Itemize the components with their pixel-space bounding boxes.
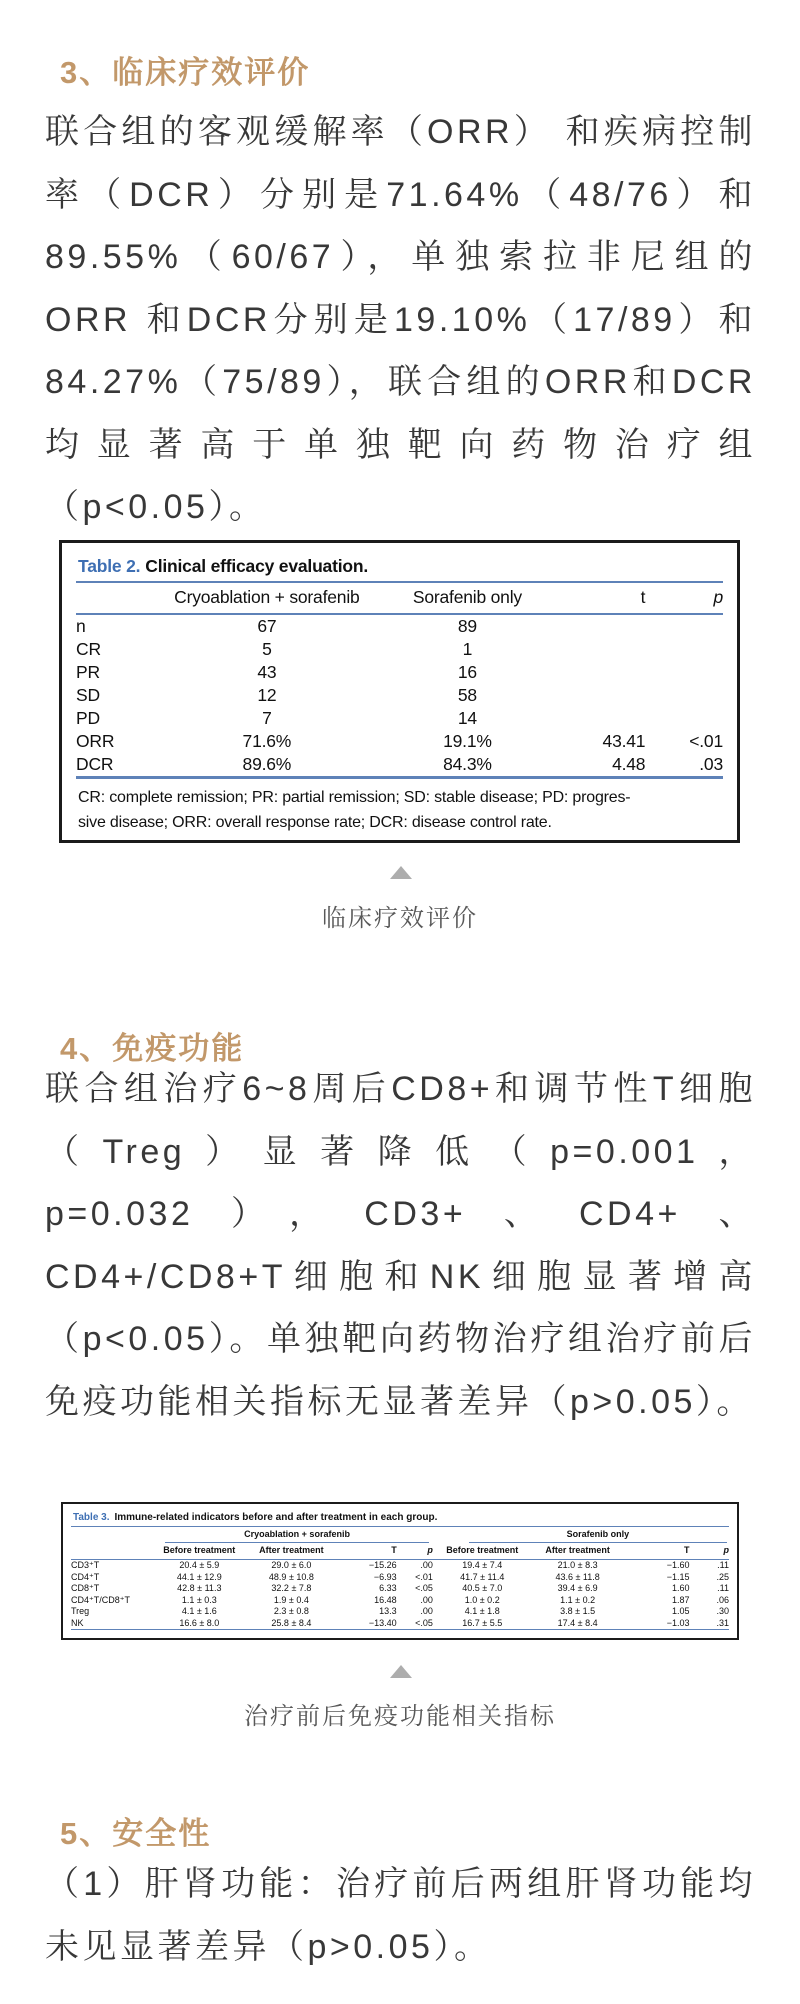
table2-label: Table 2. — [78, 556, 141, 576]
table-row: n 67 89 — [76, 615, 477, 636]
table-row: CD4⁺T 44.1 ± 12.9 48.9 ± 10.8 −6.93 <.01 41.7 ± 11.4 43.6 ± 11.8 −1.15 .25 — [71, 1571, 729, 1582]
table-row: CD4⁺T/CD8⁺T 1.1 ± 0.3 1.9 ± 0.4 16.48 .00 1.0 ± 0.2 1.1 ± 0.2 1.87 .06 — [71, 1594, 729, 1605]
triangle-up-icon — [390, 1665, 412, 1678]
table-row: CR 5 1 — [76, 638, 473, 659]
table-row: DCR 89.6% 84.3% 4.48 .03 — [76, 753, 723, 778]
table2-title — [78, 556, 723, 577]
table2-figure — [59, 540, 740, 843]
table3-title-text: Immune-related indicators before and after treatment in each group. — [114, 1512, 438, 1523]
table2-footnote-line2: sive disease; ORR: overall response rate; DCR: disease control rate. — [78, 814, 552, 831]
table-row: PR 43 16 — [76, 661, 477, 682]
figure1-caption: 临床疗效评价 — [322, 905, 478, 932]
section-3-heading: 3、临床疗效评价 — [60, 55, 311, 90]
table-row: PD 7 14 — [76, 707, 477, 728]
figure2-caption: 治疗前后免疫功能相关指标 — [244, 1703, 556, 1730]
table-row: ORR 71.6% 19.1% 43.41 <.01 — [76, 730, 723, 751]
section-5-paragraph: （1）肝肾功能：治疗前后两组肝肾功能均未见显著差异（p>0.05）。 — [45, 1865, 756, 1966]
table-row: NK 16.6 ± 8.0 25.8 ± 8.4 −13.40 <.05 16.7 ± 5.5 17.4 ± 8.4 −1.03 .31 — [71, 1617, 729, 1628]
table-row: Treg 4.1 ± 1.6 2.3 ± 0.8 13.3 .00 4.1 ± 1.8 3.8 ± 1.5 1.05 .30 — [71, 1606, 729, 1617]
section-5-heading: 5、安全性 — [60, 1816, 212, 1851]
table2 — [76, 581, 723, 779]
table2-footnote — [78, 785, 721, 835]
table-row: CD3⁺T 20.4 ± 5.9 29.0 ± 6.0 −15.26 .00 19.4 ± 7.4 21.0 ± 8.3 −1.60 .11 — [71, 1560, 729, 1571]
table2-header-row: Cryoablation + sorafenib Sorafenib only t p — [76, 582, 723, 614]
table-row: SD 12 58 — [76, 684, 477, 705]
table3-figure — [61, 1502, 739, 1640]
table3-group2-header: Sorafenib only — [469, 1529, 727, 1543]
table3-label: Table 3. — [73, 1512, 110, 1523]
triangle-up-icon — [390, 866, 412, 879]
table3-subheader-row: Before treatment After treatment T p Before treatment After treatment T p — [71, 1543, 729, 1560]
section-4-heading: 4、免疫功能 — [60, 1031, 245, 1066]
section-4-paragraph: 联合组治疗6~8周后CD8+和调节性T细胞（Treg）显著降低（p=0.001，p=0.032），CD3+、CD4+、CD4+/CD8+T细胞和NK细胞显著增高（p<0.05）。单独靶向药物治疗组治疗前后免疫功能相关指标无显著差异（p>0.05）。 — [45, 1070, 756, 1421]
table2-footnote-line1: CR: complete remission; PR: partial remission; SD: stable disease; PD: progres- — [78, 789, 631, 806]
table2-title-text: Clinical efficacy evaluation. — [145, 556, 369, 576]
table3 — [71, 1526, 729, 1630]
section-3-paragraph: 联合组的客观缓解率（ORR） 和疾病控制率（DCR）分别是71.64%（48/76）和89.55%（60/67），单独索拉非尼组的ORR 和DCR分别是19.10%（17/89）和84.27%（75/89），联合组的ORR和DCR均显著高于单独靶向药物治疗组（p<0.05）。 — [45, 113, 756, 526]
table3-group1-header: Cryoablation + sorafenib — [165, 1529, 429, 1543]
table3-group-header-row — [71, 1527, 729, 1544]
table-row: CD8⁺T 42.8 ± 11.3 32.2 ± 7.8 6.33 <.05 40.5 ± 7.0 39.4 ± 6.9 1.60 .11 — [71, 1583, 729, 1594]
table3-title — [73, 1512, 729, 1523]
